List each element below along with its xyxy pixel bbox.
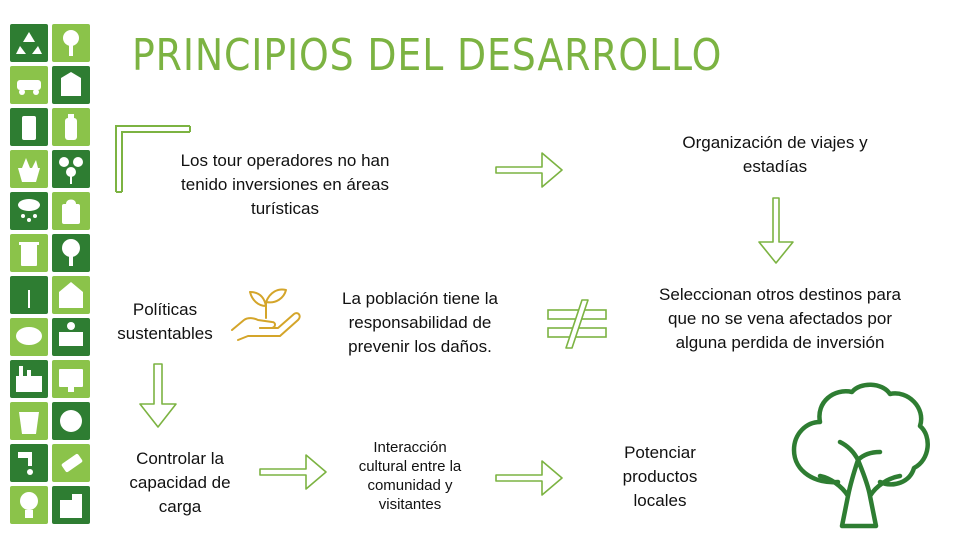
flowers-icon <box>52 150 90 188</box>
node-tour-operadores: Los tour operadores no han tenido inversiones en áreas turísticas <box>180 151 390 218</box>
node-seleccionan: Seleccionan otros destinos para que no se vena afectados por alguna perdida de inversión <box>659 285 901 352</box>
arrow-down-icon <box>756 196 796 266</box>
leaf-circle-icon <box>52 402 90 440</box>
lightbulb-leaf-icon <box>52 234 90 272</box>
arrow-right-icon <box>494 150 566 190</box>
monitor-icon <box>52 360 90 398</box>
box-recycle-icon <box>52 66 90 104</box>
car-icon <box>10 66 48 104</box>
bulb-recycle-icon <box>10 486 48 524</box>
bottle-recycle-icon <box>52 108 90 146</box>
factory-icon <box>10 360 48 398</box>
bag-recycle-icon <box>52 192 90 230</box>
basket-icon <box>10 150 48 188</box>
eco-icon-strip <box>10 24 94 528</box>
hand-sprout-icon <box>228 284 304 342</box>
waste-basket-icon <box>10 402 48 440</box>
trash-bin-icon <box>10 234 48 272</box>
tree-icon <box>786 380 934 530</box>
node-poblacion: La población tiene la responsabilidad de prevenir los daños. <box>342 289 498 356</box>
node-potenciar: Potenciar productos locales <box>622 443 698 510</box>
arrow-down-icon <box>136 362 180 430</box>
water-tap-icon <box>10 444 48 482</box>
node-politicas: Políticas sustentables <box>117 300 213 343</box>
not-equal-icon <box>544 298 610 350</box>
solar-panel-icon <box>52 318 90 356</box>
tree-icon <box>52 24 90 62</box>
recycle-icon <box>10 24 48 62</box>
node-interaccion: Interacción cultural entre la comunidad y visitantes <box>358 439 462 513</box>
node-organizacion: Organización de viajes y estadías <box>682 133 868 176</box>
city-building-icon <box>52 486 90 524</box>
arrow-right-icon <box>258 452 330 492</box>
co2-cloud-icon <box>10 318 48 356</box>
rain-cloud-icon <box>10 192 48 230</box>
battery-tilted-icon <box>52 444 90 482</box>
plant-house-icon <box>52 276 90 314</box>
battery-icon <box>10 108 48 146</box>
wind-turbine-icon <box>10 276 48 314</box>
page-title: PRINCIPIOS DEL DESARROLLO <box>132 30 723 81</box>
arrow-right-icon <box>494 458 566 498</box>
node-controlar: Controlar la capacidad de carga <box>129 449 231 516</box>
